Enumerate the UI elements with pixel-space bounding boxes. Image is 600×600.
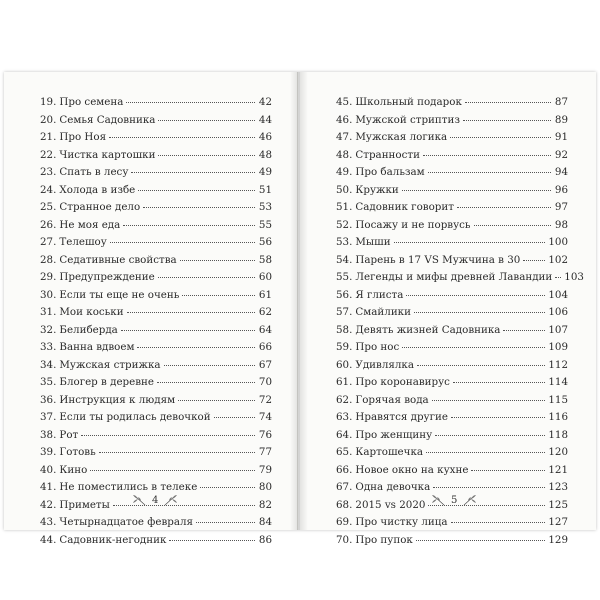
entry-page-number: 97	[554, 201, 568, 213]
entry-page-number: 118	[548, 428, 568, 441]
dot-leader	[99, 452, 255, 453]
entry-number: 21.	[40, 131, 57, 143]
dot-leader	[123, 225, 255, 226]
entry-page-number: 121	[548, 463, 568, 476]
entry-title: Нравятся другие	[355, 411, 448, 423]
toc-entry	[336, 374, 568, 392]
entry-number: 25.	[40, 201, 57, 213]
dot-leader	[200, 487, 255, 488]
entry-number: 30.	[40, 288, 57, 301]
dot-leader	[423, 155, 551, 156]
entry-number: 65.	[336, 446, 353, 458]
toc-entry	[336, 304, 568, 322]
entry-title: Мои коськи	[59, 306, 124, 318]
dot-leader	[137, 347, 255, 348]
entry-page-number: 127	[548, 516, 568, 528]
toc-entry	[40, 252, 272, 270]
dot-leader	[182, 295, 255, 296]
entry-title: Странное дело	[59, 201, 141, 213]
entry-title: Садовник-негодник	[59, 533, 167, 546]
toc-entry	[336, 234, 568, 252]
entry-number: 47.	[336, 131, 353, 143]
dot-leader	[121, 330, 255, 331]
entry-page-number: 89	[554, 113, 568, 126]
dot-leader	[463, 120, 551, 121]
entry-title: Садовник говорит	[355, 201, 454, 213]
entry-title: Телешоу	[59, 236, 107, 248]
entry-title: Кино	[59, 463, 88, 476]
page-number: 5	[451, 494, 458, 506]
toc-entry	[40, 182, 272, 200]
entry-number: 32.	[40, 323, 57, 336]
toc-entry	[40, 514, 272, 532]
toc-entry	[336, 269, 584, 287]
dot-leader	[451, 522, 546, 523]
entry-title: Мыши	[355, 236, 391, 248]
dot-leader	[555, 277, 561, 278]
dot-leader	[451, 417, 545, 418]
entry-page-number: 104	[548, 288, 568, 301]
dot-leader	[158, 277, 255, 278]
entry-title: Смайлики	[355, 306, 411, 318]
entry-title: Про нос	[355, 341, 400, 353]
toc-entry	[40, 287, 272, 305]
entry-page-number: 76	[258, 428, 272, 441]
entry-number: 67.	[336, 481, 353, 493]
toc-entry	[40, 462, 272, 480]
entry-page-number: 48	[258, 148, 272, 161]
dot-leader	[81, 435, 255, 436]
entry-title: Про пупок	[355, 533, 413, 546]
toc-entry	[40, 94, 272, 112]
entry-number: 57.	[336, 306, 353, 318]
entry-title: Странности	[355, 148, 420, 161]
entry-title: Про коронавирус	[355, 376, 450, 388]
entry-title: Удивлялка	[355, 358, 414, 371]
entry-number: 61.	[336, 376, 353, 388]
dot-leader	[90, 470, 255, 471]
entry-page-number: 49	[258, 166, 272, 178]
toc-entry	[336, 252, 568, 270]
entry-title: Готовь	[59, 446, 96, 458]
book-gutter	[290, 72, 308, 530]
dot-leader	[127, 312, 255, 313]
entry-page-number: 129	[548, 533, 568, 546]
entry-page-number: 62	[258, 306, 272, 318]
toc-entry	[40, 444, 272, 462]
dot-leader	[196, 522, 255, 523]
toc-entry	[336, 164, 568, 182]
entry-number: 44.	[40, 533, 57, 546]
entry-page-number: 60	[258, 271, 272, 283]
dot-leader	[110, 242, 255, 243]
entry-page-number: 109	[548, 341, 568, 353]
entry-page-number: 91	[554, 131, 568, 143]
entry-number: 68.	[336, 498, 353, 511]
entry-title: Мужская стрижка	[59, 358, 161, 371]
dot-leader	[131, 172, 255, 173]
dot-leader	[138, 190, 255, 191]
entry-number: 28.	[40, 253, 57, 266]
entry-number: 39.	[40, 446, 57, 458]
entry-title: Школьный подарок	[355, 96, 462, 108]
entry-page-number: 74	[258, 411, 272, 423]
entry-title: Про бальзам	[355, 166, 425, 178]
entry-title: Про Ноя	[59, 131, 107, 143]
dot-leader	[471, 470, 545, 471]
entry-number: 37.	[40, 411, 57, 423]
toc-entry	[40, 374, 272, 392]
entry-number: 31.	[40, 306, 57, 318]
entry-title: Про семена	[59, 96, 124, 108]
dot-leader	[416, 540, 545, 541]
entry-page-number: 103	[564, 271, 584, 283]
entry-number: 49.	[336, 166, 353, 178]
entry-title: 2015 vs 2020	[355, 498, 426, 511]
dot-leader	[450, 137, 551, 138]
entry-number: 46.	[336, 113, 353, 126]
entry-number: 36.	[40, 393, 57, 406]
entry-title: Девять жизней Садовника	[355, 323, 501, 336]
entry-title: Ванна вдвоем	[59, 341, 135, 353]
entry-title: Чистка картошки	[59, 148, 156, 161]
entry-title: Про женщину	[355, 428, 433, 441]
toc-entry	[40, 357, 272, 375]
entry-page-number: 70	[258, 376, 272, 388]
entry-title: Рот	[59, 428, 79, 441]
dot-leader	[432, 400, 546, 401]
toc-entry	[40, 532, 272, 550]
dot-leader	[158, 155, 255, 156]
toc-entry	[336, 217, 568, 235]
entry-number: 43.	[40, 516, 57, 528]
toc-entry	[40, 217, 272, 235]
toc-entry	[336, 182, 568, 200]
entry-page-number: 64	[258, 323, 272, 336]
entry-title: Горячая вода	[355, 393, 429, 406]
dot-leader	[426, 452, 545, 453]
toc-entry	[336, 427, 568, 445]
entry-title: Одна девочка	[355, 481, 431, 493]
toc-entry	[336, 444, 568, 462]
entry-number: 51.	[336, 201, 353, 213]
entry-number: 40.	[40, 463, 57, 476]
entry-title: Мужской стриптиз	[355, 113, 460, 126]
entry-title: Приметы	[59, 498, 110, 511]
entry-page-number: 120	[548, 446, 568, 458]
toc-entry	[336, 112, 568, 130]
entry-page-number: 61	[258, 288, 272, 301]
toc-entry	[40, 164, 272, 182]
right-page	[298, 72, 596, 546]
entry-page-number: 112	[548, 358, 568, 371]
entry-number: 50.	[336, 183, 353, 196]
entry-page-number: 66	[258, 341, 272, 353]
entry-number: 19.	[40, 96, 57, 108]
dot-leader	[402, 190, 551, 191]
entry-title: Спать в лесу	[59, 166, 129, 178]
entry-number: 70.	[336, 533, 353, 546]
dot-leader	[457, 207, 551, 208]
leaf-ornament-icon	[164, 494, 178, 506]
dot-leader	[474, 225, 551, 226]
entry-title: Седативные свойства	[59, 253, 177, 266]
page-footer-right	[431, 494, 477, 506]
toc-entry	[336, 409, 568, 427]
entry-title: Семья Садовника	[59, 113, 156, 126]
entry-page-number: 92	[554, 148, 568, 161]
dot-leader	[406, 295, 545, 296]
entry-number: 66.	[336, 463, 353, 476]
entry-page-number: 58	[258, 253, 272, 266]
entry-page-number: 86	[258, 533, 272, 546]
toc-entry	[40, 392, 272, 410]
toc-entry	[336, 199, 568, 217]
entry-title: Мужская логика	[355, 131, 448, 143]
entry-page-number: 102	[548, 253, 568, 266]
entry-page-number: 55	[258, 218, 272, 231]
entry-number: 38.	[40, 428, 57, 441]
entry-title: Кружки	[355, 183, 399, 196]
dot-leader	[435, 435, 545, 436]
entry-number: 33.	[40, 341, 57, 353]
dot-leader	[214, 417, 255, 418]
entry-number: 42.	[40, 498, 57, 511]
entry-page-number: 125	[548, 498, 568, 511]
toc-entry	[336, 462, 568, 480]
entry-number: 58.	[336, 323, 353, 336]
entry-number: 60.	[336, 358, 353, 371]
toc-entry	[40, 322, 272, 340]
entry-title: Не поместились в телеке	[59, 481, 198, 493]
entry-number: 22.	[40, 148, 57, 161]
toc-entry	[40, 199, 272, 217]
entry-title: Парень в 17 VS Мужчина в 30	[355, 253, 521, 266]
toc-entry	[40, 112, 272, 130]
toc-entry	[336, 392, 568, 410]
toc-list-right	[336, 94, 584, 549]
entry-number: 56.	[336, 288, 353, 301]
entry-number: 27.	[40, 236, 57, 248]
entry-title: Легенды и мифы древней Лавандии	[355, 271, 553, 283]
entry-page-number: 46	[258, 131, 272, 143]
page-number: 4	[152, 494, 159, 506]
entry-number: 54.	[336, 253, 353, 266]
entry-title: Если ты родилась девочкой	[59, 411, 211, 423]
entry-number: 62.	[336, 393, 353, 406]
toc-entry	[336, 129, 568, 147]
toc-entry	[40, 147, 272, 165]
toc-entry	[336, 147, 568, 165]
toc-entry	[336, 287, 568, 305]
entry-page-number: 84	[258, 516, 272, 528]
toc-entry	[40, 234, 272, 252]
dot-leader	[465, 102, 551, 103]
entry-page-number: 94	[554, 166, 568, 178]
entry-number: 55.	[336, 271, 353, 283]
entry-title: Холода в избе	[59, 183, 136, 196]
entry-title: Белиберда	[59, 323, 118, 336]
entry-page-number: 96	[554, 183, 568, 196]
dot-leader	[453, 382, 545, 383]
dot-leader	[126, 102, 255, 103]
toc-entry	[336, 339, 568, 357]
dot-leader	[414, 312, 545, 313]
dot-leader	[402, 347, 545, 348]
entry-title: Посажу и не порвусь	[355, 218, 471, 231]
entry-page-number: 114	[548, 376, 568, 388]
entry-title: Картошечка	[355, 446, 424, 458]
entry-page-number: 107	[548, 323, 568, 336]
entry-title: Предупреждение	[59, 271, 155, 283]
dot-leader	[503, 330, 545, 331]
entry-number: 48.	[336, 148, 353, 161]
entry-title: Новое окно на кухне	[355, 463, 469, 476]
entry-number: 20.	[40, 113, 57, 126]
entry-title: Блогер в деревне	[59, 376, 154, 388]
toc-entry	[40, 304, 272, 322]
entry-number: 69.	[336, 516, 353, 528]
dot-leader	[157, 382, 255, 383]
entry-page-number: 42	[258, 96, 272, 108]
toc-entry	[336, 532, 568, 550]
entry-number: 34.	[40, 358, 57, 371]
dot-leader	[109, 137, 255, 138]
toc-entry	[40, 129, 272, 147]
toc-entry	[40, 339, 272, 357]
entry-title: Если ты еще не очень	[59, 288, 180, 301]
entry-number: 26.	[40, 218, 57, 231]
dot-leader	[417, 365, 545, 366]
book-spread	[4, 72, 596, 546]
entry-page-number: 72	[258, 393, 272, 406]
entry-title: Я глиста	[355, 288, 404, 301]
entry-number: 52.	[336, 218, 353, 231]
toc-entry	[40, 269, 272, 287]
entry-page-number: 79	[258, 463, 272, 476]
toc-entry	[40, 427, 272, 445]
entry-number: 23.	[40, 166, 57, 178]
entry-page-number: 80	[258, 481, 272, 493]
dot-leader	[523, 260, 545, 261]
entry-page-number: 87	[554, 96, 568, 108]
entry-number: 29.	[40, 271, 57, 283]
toc-entry	[336, 514, 568, 532]
entry-number: 64.	[336, 428, 353, 441]
toc-entry	[336, 357, 568, 375]
dot-leader	[169, 540, 255, 541]
entry-number: 59.	[336, 341, 353, 353]
entry-page-number: 100	[548, 236, 568, 248]
entry-page-number: 98	[554, 218, 568, 231]
entry-page-number: 53	[258, 201, 272, 213]
entry-page-number: 44	[258, 113, 272, 126]
dot-leader	[433, 487, 545, 488]
toc-list-left	[40, 94, 272, 549]
dot-leader	[158, 120, 255, 121]
page-footer-left	[132, 494, 178, 506]
dot-leader	[180, 260, 255, 261]
entry-number: 24.	[40, 183, 57, 196]
entry-title: Инструкция к людям	[59, 393, 176, 406]
entry-number: 41.	[40, 481, 57, 493]
leaf-ornament-icon	[431, 494, 445, 506]
entry-page-number: 77	[258, 446, 272, 458]
dot-leader	[164, 365, 255, 366]
entry-page-number: 115	[548, 393, 568, 406]
dot-leader	[143, 207, 255, 208]
entry-number: 53.	[336, 236, 353, 248]
toc-entry	[40, 409, 272, 427]
entry-page-number: 123	[548, 481, 568, 493]
dot-leader	[428, 172, 551, 173]
entry-number: 45.	[336, 96, 353, 108]
entry-page-number: 82	[258, 498, 272, 511]
entry-title: Четырнадцатое февраля	[59, 516, 194, 528]
entry-title: Не моя еда	[59, 218, 121, 231]
entry-page-number: 116	[548, 411, 568, 423]
left-page	[4, 72, 298, 546]
entry-page-number: 56	[258, 236, 272, 248]
dot-leader	[394, 242, 546, 243]
leaf-ornament-icon	[463, 494, 477, 506]
toc-entry	[336, 94, 568, 112]
entry-number: 63.	[336, 411, 353, 423]
entry-title: Про чистку лица	[355, 516, 448, 528]
entry-page-number: 51	[258, 183, 272, 196]
dot-leader	[178, 400, 255, 401]
entry-page-number: 106	[548, 306, 568, 318]
entry-page-number: 67	[258, 358, 272, 371]
entry-number: 35.	[40, 376, 57, 388]
toc-entry	[336, 322, 568, 340]
leaf-ornament-icon	[132, 494, 146, 506]
